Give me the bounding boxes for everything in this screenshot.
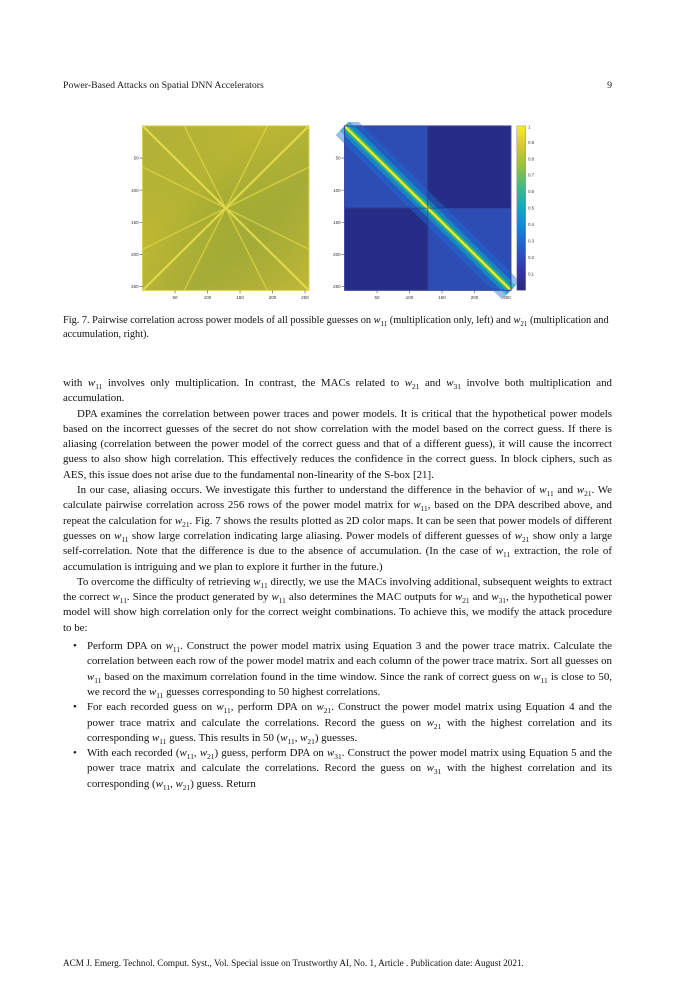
attack-procedure-list (63, 639, 612, 792)
quadrant-bottom-left (344, 208, 427, 290)
colorbar-tick-label: 0.4 (527, 222, 534, 228)
list-item: • For each recorded guess on $w_{11}$, perform DPA on $w_{21}$. Construct the power model matrix using Equation 4 and the power trace matrix and calculate the correlations. Record the guess on $w_{21}$ with the highest correlation and its corresponding $w_{11}$ guess. This results in 50 ($w_{11}$, $w_{21}$) guesses. (63, 700, 612, 746)
tick-label: 250 (131, 284, 139, 290)
figure-caption: Fig. 7. Pairwise correlation across power models of all possible guesses on $w_{11}$ (multiplication only, left) and $w_{21}$ (multiplication and accumulation, right). (63, 315, 609, 340)
colorbar-tick-label: 0.5 (527, 205, 534, 211)
page-number: 9 (607, 80, 612, 91)
tick-label: 200 (131, 252, 139, 258)
right-y-axis-labels (333, 156, 341, 289)
tick-label: 250 (301, 295, 309, 301)
colorbar-tick-label: 0.6 (527, 189, 534, 195)
colorbar-tick-label: 0.9 (527, 139, 534, 145)
tick-label: 150 (236, 295, 244, 301)
heatmap-left (121, 122, 317, 308)
figure-7 (63, 122, 612, 308)
tick-label: 50 (374, 295, 380, 301)
tick-label: 50 (133, 155, 139, 161)
paragraph: In our case, aliasing occurs. We investigate this further to understand the difference in the behavior of $w_{11}$ and $w_{21}$. We calculate pairwise correlation across 256 rows of the power model matrix for $w_{11}$, based on the DPA described above, and repeat the calculation for $w_{21}$. Fig. 7 shows the results plotted as 2D color maps. It can be seen that power models of different guesses on $w_{11}$ show large correlation indicating large aliasing. Power models of different guesses of $w_{21}$ show only a large self-correlation. Note that the difference is due to the absence of accumulation. (In the case of $w_{11}$ extraction, the role of accumulation is intriguing and we plan to explore it further in the future.) (63, 484, 613, 573)
colorbar-tick-label: 0.3 (527, 238, 534, 244)
heatmap-left-plot (143, 126, 309, 290)
tick-label: 150 (332, 219, 341, 225)
tick-label: 50 (172, 295, 178, 301)
tick-label: 100 (405, 295, 414, 301)
heatmap-right (323, 122, 554, 308)
paragraph: with $w_{11}$ involves only multiplication. In contrast, the MACs related to $w_{21}$ and $w_{31}$ involve both multiplication and accumulation. (63, 377, 612, 405)
tick-label: 100 (131, 187, 139, 193)
paragraph: DPA examines the correlation between power traces and power models. It is critical that the hypothetical power models based on the incorrect guesses of the secret do not show correlation with the model based on the correct guess. If there is aliasing (correlation between the power model of the correct guess and that of a different guess), it will cause the incorrect guess to also show high correlation. This effectively reduces the confidence in the correct guess. In block ciphers, such as AES, this issue does not arise due to the fundamental non-linearity of the S-box [21]. (63, 407, 612, 481)
page-header (63, 80, 612, 91)
colorbar (517, 124, 535, 290)
list-item: • Perform DPA on $w_{11}$. Construct the power model matrix using Equation 3 and the power trace matrix. Calculate the correlation between each row of the power model matrix and each column of the power trace matrix. Sort all guesses on $w_{11}$ based on the maximum correlation found in the time window. Since the rank of correct guess on $w_{11}$ is close to 50, we record the $w_{11}$ guesses corresponding to 50 highest correlations. (63, 639, 612, 700)
heatmap-right-plot (344, 126, 510, 290)
colorbar-tick-label: 0.8 (527, 156, 534, 162)
tick-label: 250 (332, 284, 341, 290)
left-x-axis-labels (173, 295, 310, 300)
right-x-axis-labels (374, 295, 511, 300)
tick-label: 200 (470, 295, 479, 301)
tick-label: 200 (332, 252, 341, 258)
tick-label: 250 (503, 295, 511, 301)
colorbar-tick-label: 0.1 (527, 271, 534, 277)
list-item: • With each recorded ($w_{11}$, $w_{21}$) guess, perform DPA on $w_{31}$. Construct the power model matrix using Equation 5 and the power trace matrix and calculate the correlations. Record the guess on $w_{31}$ with the highest correlation and its corresponding ($w_{11}$, $w_{21}$) guess. Return (63, 746, 612, 792)
tick-label: 200 (268, 295, 277, 301)
body-text (63, 376, 612, 792)
page-footer: ACM J. Emerg. Technol. Comput. Syst., Vol. Special issue on Trustworthy AI, No. 1, Article . Publication date: August 2021. (63, 958, 524, 968)
colorbar-tick-label: 0.2 (527, 254, 534, 260)
tick-label: 150 (438, 295, 446, 301)
tick-label: 50 (335, 155, 341, 161)
running-title: Power-Based Attacks on Spatial DNN Accelerators (63, 80, 264, 91)
left-y-axis-labels (131, 156, 139, 289)
tick-label: 100 (332, 187, 341, 193)
tick-label: 150 (131, 219, 139, 225)
colorbar-tick-label: 1 (527, 124, 531, 130)
quadrant-top-right (428, 126, 511, 208)
tick-label: 100 (203, 295, 212, 301)
colorbar-tick-label: 0.7 (527, 172, 534, 178)
paragraph: To overcome the difficulty of retrieving $w_{11}$ directly, we use the MACs involving additional, subsequent weights to extract the correct $w_{11}$. Since the product generated by $w_{11}$ also determines the MAC outputs for $w_{21}$ and $w_{31}$, the hypothetical power model will show high correlation only for the correct weight combinations. To achieve this, we modify the attack procedure to be: (63, 575, 612, 634)
